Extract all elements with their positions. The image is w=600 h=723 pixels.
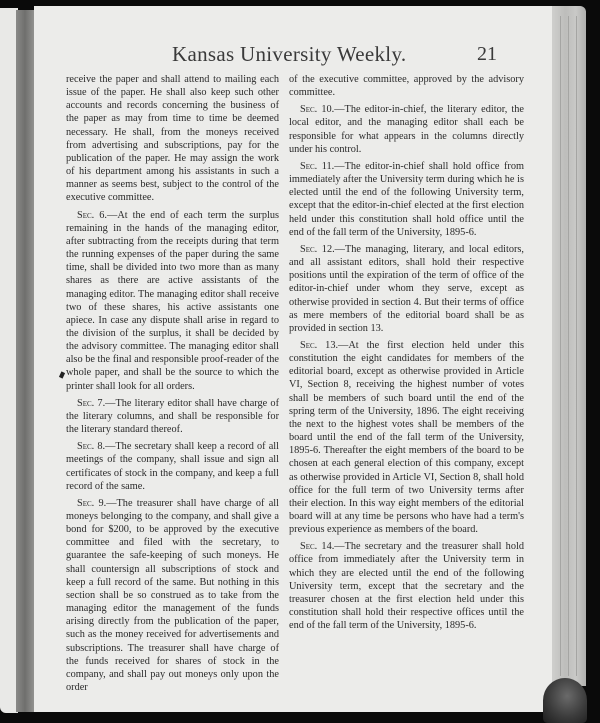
section-11: Sec. 11.—The editor-in-chief shall hold office from immediately after the University term during which he is elected until the end of the following University term, except that the editor-in-chief elected at the first election held under this constitution shall hold office until the end of the fall term of the University, 1895-6.	[289, 160, 525, 238]
page-stack-edge	[552, 6, 586, 686]
book-spine-gutter	[16, 10, 36, 712]
section-9: Sec. 9.—The treasurer shall have charge of all moneys belonging to the company, and shall give a bond for $200, to be approved by the executive committee and filed with the secretary, to guarantee the safe-keeping of such moneys. He shall countersign all subscriptions of stock and keep a full record of the same. But nothing in this section shall be so construed as to take from the managing editor the management of the funds arising directly from the publication of the paper, such as the money received for advertisements and subscriptions. The treasurer shall have charge of the funds received for shares of stock in the company, and shall pay out moneys only upon the order	[66, 497, 279, 694]
section-12: Sec. 12.—The managing, literary, and local editors, and all assistant editors, shall hold their respective positions until the expiration of the term of office of the editor-in-chief under whom they serve, except as otherwise provided in section 4. But their terms of office as mere members of the editorial board shall be as provided in section 13.	[289, 243, 524, 334]
section-6: Sec. 6.—At the end of each term the surplus remaining in the hands of the managing editor, after subtracting from the receipts during that term the running expenses of the paper during the same time, shall be divided into two more than as many shares as there are active assistants of the managing editor. The managing editor shall receive two of these shares, his active assistants one apiece. In case any dispute shall arise in regard to the division of the surplus, it shall be decided by the advisory committee. The managing editor shall also be the final and responsible proof-reader of the whole paper, and shall be the source to which the printer shall look for all orders.	[66, 209, 279, 392]
scanner-thumb	[543, 678, 587, 723]
running-header-title: Kansas University Weekly.	[172, 42, 407, 66]
page-number: 21	[477, 43, 497, 65]
paragraph-continuation: receive the paper and shall attend to mailing each issue of the paper. He shall also keep such other accounts and records concerning the business of the paper as may from time to time be deemed necessary. He shall, from the moneys received from advertising and subscriptions, pay for the publication of the paper. He may assign the work of his department among his assistants in such a manner as seems best, subject to the control of the executive committee.	[66, 74, 279, 204]
section-13: Sec. 13.—At the first election held under this constitution the eight candidates for members of the editorial board, except as otherwise provided in Article VI, Section 8, receiving the highest number of votes shall be members of such board until the end of the spring term of the University, 1896. The eight receiving the next to the highest votes shall be members of the board until the end of the fall term of the University, 1895-6. Thereafter the eight members of the board to be chosen at each general election of this company, except as otherwise provided in Article VI, Section 8, shall hold office for the full term of two University terms after their election. In this way eight members of the editorial board will at any time be persons who have had a term's previous experience as members of the board.	[289, 339, 524, 536]
section-14: Sec. 14.—The secretary and the treasurer shall hold office from immediately after the University term in which they are elected until the end of the following University term, except that the secretary and the treasurer chosen at the first election held under this constitution shall hold their respective offices until the end of the fall term of the University, 1895-6.	[289, 541, 524, 632]
left-text-column	[66, 73, 279, 694]
section-10: Sec. 10.—The editor-in-chief, the literary editor, the local editor, and the managing editor shall each be responsible for what appears in the columns directly under his control.	[289, 104, 524, 155]
section-7: Sec. 7.—The literary editor shall have charge of the literary columns, and shall be responsible for the literary standard thereof.	[66, 397, 279, 436]
paragraph-continuation: of the executive committee, approved by the advisory committee.	[289, 74, 524, 99]
section-8: Sec. 8.—The secretary shall keep a record of all meetings of the company, shall issue and sign all certificates of stock in the company, and keep a full record of the same.	[66, 441, 279, 492]
right-text-column	[289, 73, 524, 632]
